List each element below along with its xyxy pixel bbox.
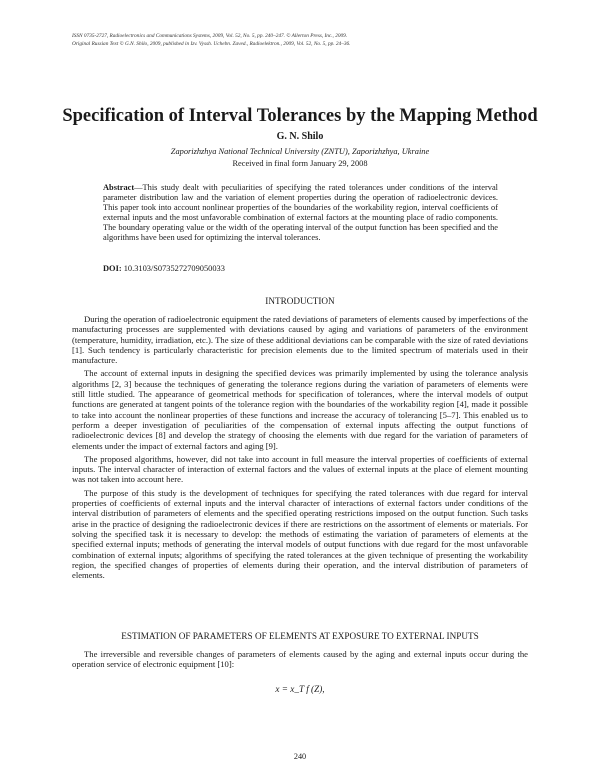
introduction-body xyxy=(72,314,528,583)
estimation-paragraph: The irreversible and reversible changes of parameters of elements caused by the aging and external inputs occur during the operation service of electronic equipment [10]: xyxy=(72,649,528,670)
abstract-block xyxy=(103,183,498,242)
doi-value[interactable]: 10.3103/S0735272709050033 xyxy=(121,264,225,273)
abstract-text: —This study dealt with peculiarities of specifying the rated tolerances under conditions of the interval parameter distribution law and the variation of element properties during the operation of radioelectronic devices. This paper took into account nonlinear properties of the boundaries of the workability region, interval coefficients of external inputs and the most unfavorable combination of external factors at the mounting place of radio components. The boundary operating value or the width of the operating interval of the output function has been specified and the algorithms have been used for optimizing the interval tolerances. xyxy=(103,183,498,242)
section-heading-introduction: INTRODUCTION xyxy=(265,296,335,306)
author-affiliation: Zaporizhzhya National Technical University (ZNTU), Zaporizhzhya, Ukraine xyxy=(170,147,430,156)
original-text-citation-line: Original Russian Text © G.N. Shilo, 2009, published in Izv. Vyssh. Uchebn. Zaved., Radioelektron., 2009, Vol. 52, No. 5, pp. 24–36. xyxy=(72,41,351,47)
page-number: 240 xyxy=(293,752,307,761)
doi-label: DOI: xyxy=(103,264,122,273)
received-date: Received in final form January 29, 2008 xyxy=(232,159,368,168)
equation-1: x = x_T f (Z), xyxy=(275,684,325,694)
intro-paragraph: The proposed algorithms, however, did not take into account in full measure the interval properties of coefficients of external inputs. The interval character of interaction of external factors and the values of external inputs at the place of element mounting was not taken into account here. xyxy=(72,453,528,485)
abstract-label: Abstract xyxy=(103,183,135,192)
section-heading-estimation: ESTIMATION OF PARAMETERS OF ELEMENTS AT EXPOSURE TO EXTERNAL INPUTS xyxy=(121,631,479,641)
intro-paragraph: The purpose of this study is the development of techniques for specifying the rated tolerances with due regard for interval properties of coefficients of external inputs and the interval character of interactions of external factors under conditions of the interval distribution of parameters of elements and the specified operating restrictions imposed on the output function. Such tasks arise in the practice of designing the radioelectronic devices if there are restrictions on the assortment of elements or materials. For solving the specified task it is necessary to develop: the methods of estimating the variation of parameters of elements at the specified external inputs; methods of generating the interval models of output functions with due regard for the most unfavorable combination of external inputs; algorithms of specifying the rated tolerances at the given technique of presenting the workability region, the specified changes of properties of elements during their operation, and the interval distribution of parameters of elements. xyxy=(72,487,528,581)
paper-title: Specification of Interval Tolerances by the Mapping Method xyxy=(62,106,538,126)
author-name: G. N. Shilo xyxy=(276,131,324,142)
doi-line xyxy=(103,264,225,273)
intro-paragraph: During the operation of radioelectronic equipment the rated deviations of parameters of elements caused by imperfections of the manufacturing processes are supplemented with deviations caused by aging and variations of parameters of the environment (temperature, humidity, irradiation, etc.). The size of these additional deviations can be comparable with the size of rated deviations [1]. Such tendency is particularly characteristic for precision elements due to the limited spectrum of materials used in their manufacture. xyxy=(72,314,528,366)
intro-paragraph: The account of external inputs in designing the specified devices was primarily implemented by using the tolerance analysis algorithms [2, 3] because the techniques of generating the tolerance regions during the variation of parameters of elements were still little studied. The appearance of geometrical methods for specification of tolerances, where the interval models of output functions are generated at tangent points of the tolerance region with the boundaries of the workability region [4], made it possible to take into account the nonlinear properties of these functions and increase the accuracy of tolerancing [5–7]. This enabled us to perform a deeper investigation of peculiarities of the compensation of external inputs affecting the output functions of radioelectronic devices [8] and develop the strategy of choosing the elements with due regard for the variation of parameters of elements under the impact of external factors and aging [9]. xyxy=(72,368,528,451)
journal-citation-line: ISSN 0735-2727, Radioelectronics and Communications Systems, 2009, Vol. 52, No. 5, pp. 240–247. © Allerton Press, Inc., 2009. xyxy=(72,33,348,39)
estimation-body xyxy=(72,649,528,673)
